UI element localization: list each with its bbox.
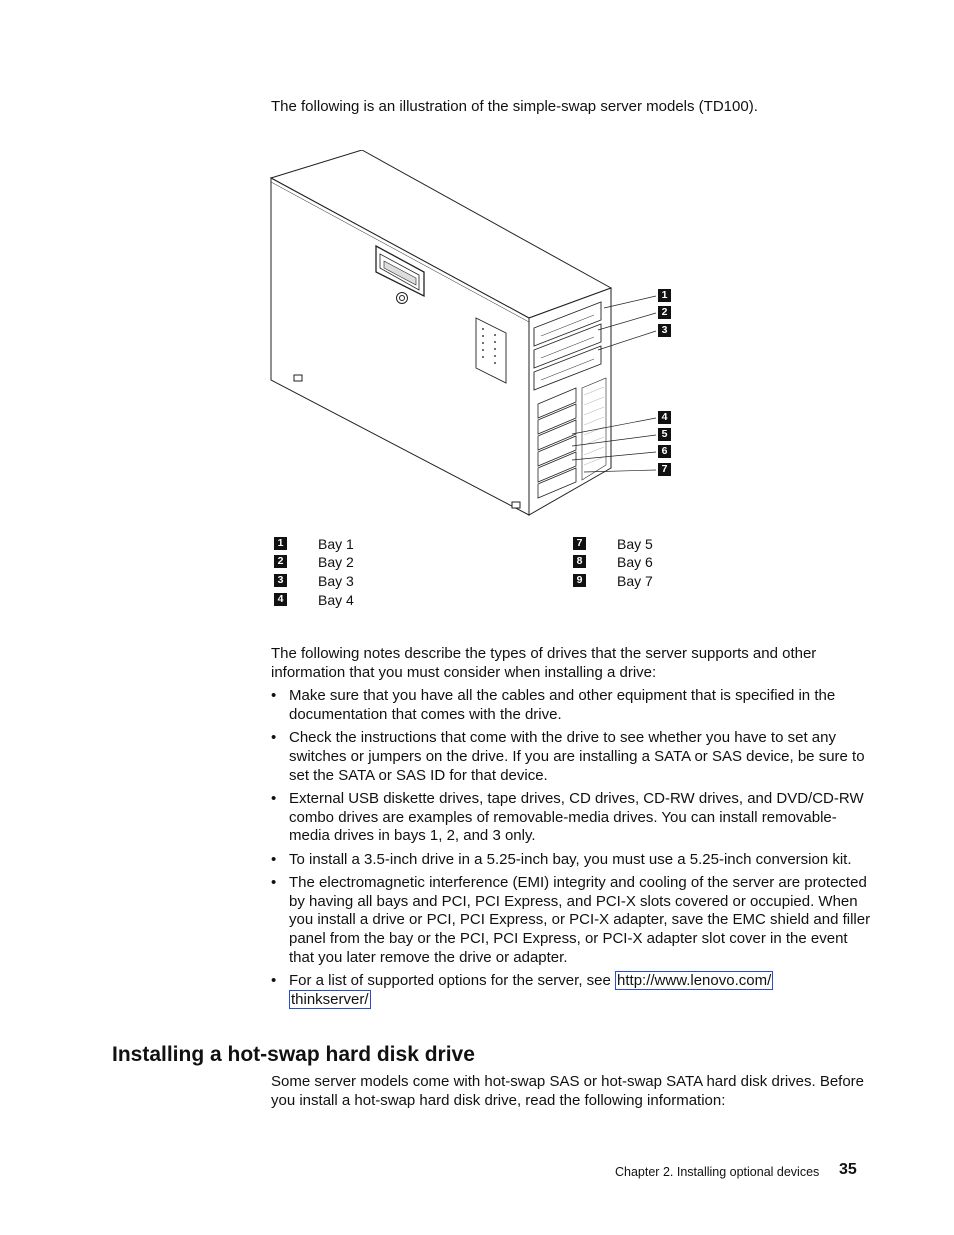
legend-label: Bay 3 bbox=[318, 573, 354, 589]
footer-chapter-title: Chapter 2. Installing optional devices bbox=[615, 1165, 820, 1179]
notes-intro-paragraph: The following notes describe the types of drives that the server supports and other information that you must consider when installing a drive: bbox=[271, 645, 817, 681]
callout-4: 4 bbox=[658, 411, 671, 424]
list-item bbox=[271, 790, 871, 846]
bullet: • bbox=[271, 972, 277, 990]
legend-number: 2 bbox=[274, 555, 287, 568]
legend-label: Bay 7 bbox=[617, 573, 653, 589]
lenovo-link[interactable]: http://www.lenovo.com/ bbox=[617, 972, 772, 990]
list-item-text: Check the instructions that come with the drive to see whether you have to set any switches or jumpers on the drive. If you are installing a SATA or SAS device, be sure to set the SATA or SAS ID for that device. bbox=[289, 729, 865, 784]
legend-number: 9 bbox=[573, 574, 586, 587]
legend-number: 8 bbox=[573, 555, 586, 568]
list-item bbox=[271, 851, 871, 870]
list-item bbox=[271, 972, 871, 1009]
legend-label: Bay 4 bbox=[318, 592, 354, 608]
legend-number: 4 bbox=[274, 593, 287, 606]
list-item-text: The electromagnetic interference (EMI) integrity and cooling of the server are protected by having all bays and PCI, PCI Express, and PCI-X slots covered or occupied. When you install a drive or PCI, PCI Express, or PCI-X adapter, save the EMC shield and filler panel from the bay or the PCI, PCI Express, or PCI-X adapter slot cover in the event that you later remove the drive or adapter. bbox=[289, 874, 871, 966]
callout-7: 7 bbox=[658, 463, 671, 476]
section-heading: Installing a hot-swap hard disk drive bbox=[112, 1043, 475, 1066]
legend-number: 3 bbox=[274, 574, 287, 587]
lenovo-link-continued[interactable]: thinkserver/ bbox=[291, 990, 369, 1008]
list-item-text: For a list of supported options for the server, see bbox=[289, 972, 611, 990]
legend-label: Bay 1 bbox=[318, 536, 354, 552]
callout-2: 2 bbox=[658, 306, 671, 319]
page-number: 35 bbox=[839, 1161, 857, 1178]
bullet: • bbox=[271, 850, 277, 868]
server-illustration bbox=[266, 150, 686, 520]
callout-6: 6 bbox=[658, 445, 671, 458]
list-item-text: To install a 3.5-inch drive in a 5.25-inch bay, you must use a 5.25-inch conversion kit. bbox=[289, 850, 852, 868]
legend-number: 1 bbox=[274, 537, 287, 550]
bullet: • bbox=[271, 687, 277, 704]
intro-paragraph: The following is an illustration of the simple-swap server models (TD100). bbox=[271, 98, 758, 115]
callout-5: 5 bbox=[658, 428, 671, 441]
list-item bbox=[271, 729, 871, 785]
bullet: • bbox=[271, 874, 277, 892]
list-item bbox=[271, 687, 871, 724]
legend-number: 7 bbox=[573, 537, 586, 550]
legend-label: Bay 6 bbox=[617, 554, 653, 570]
notes-list bbox=[271, 687, 871, 1014]
legend-label: Bay 2 bbox=[318, 554, 354, 570]
list-item-text: Make sure that you have all the cables and other equipment that is specified in the documentation that comes with the drive. bbox=[289, 687, 836, 723]
bullet: • bbox=[271, 729, 277, 747]
callout-1: 1 bbox=[658, 289, 671, 302]
list-item bbox=[271, 874, 871, 968]
list-item-text: External USB diskette drives, tape drives, CD drives, CD-RW drives, and DVD/CD-RW combo drives are examples of removable-media drives. You can install removable-media drives in bays 1, 2, and 3 only. bbox=[289, 789, 864, 845]
callout-3: 3 bbox=[658, 324, 671, 337]
section-intro-paragraph: Some server models come with hot-swap SAS or hot-swap SATA hard disk drives. Before you install a hot-swap hard disk drive, read the following information: bbox=[271, 1073, 865, 1109]
bullet: • bbox=[271, 789, 277, 807]
legend-label: Bay 5 bbox=[617, 536, 653, 552]
